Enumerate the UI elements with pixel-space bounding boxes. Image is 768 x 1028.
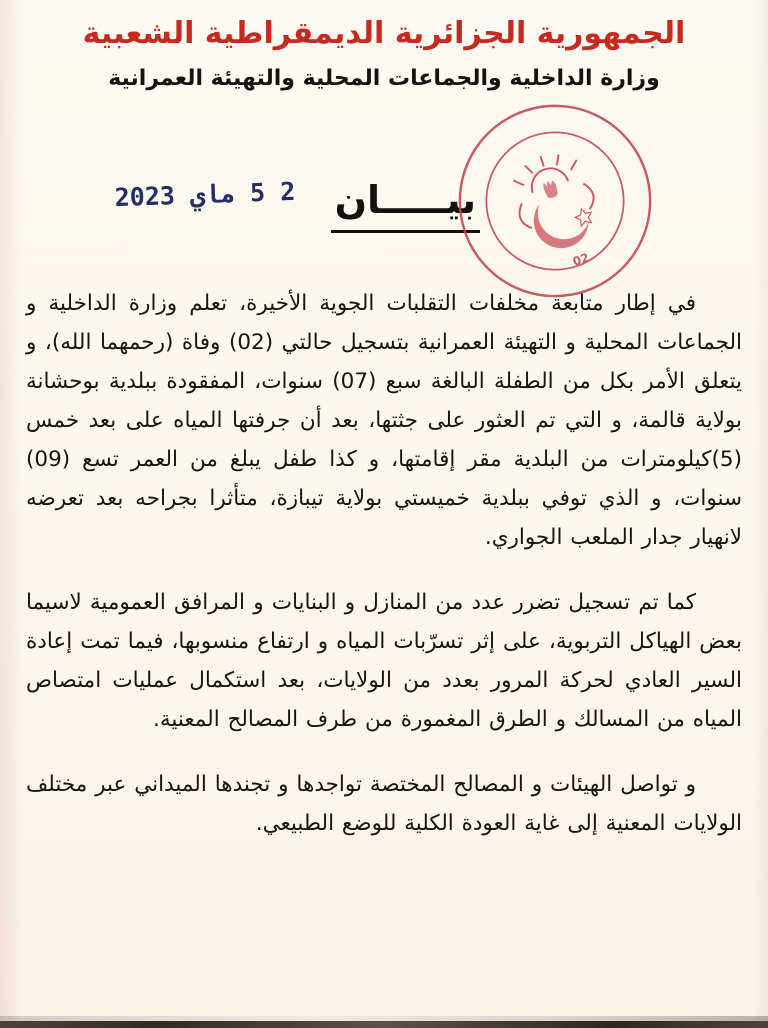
stamp-star-icon [573, 206, 594, 227]
press-release-paragraph: في إطار متابعة مخلفات التقلبات الجوية الأخيرة، تعلم وزارة الداخلية و الجماعات المحلية و التهيئة العمرانية بتسجيل حالتي (02) وفاة (رحمهما الله)، و يتعلق الأمر بكل من الطفلة البالغة سبع (07) سنوات، المفقودة ببلدية بوحشانة بولاية قالمة، و التي تم العثور على جثتها، بعد أن جرفتها المياه على بعد خمس (5)كيلومترات من البلدية مقر إقامتها، و كذا طفل يبلغ من العمر تسع (09) سنوات، و الذي توفي ببلدية خميستي بولاية تيبازة، متأثرا بجراحه بعد تعرضه لانهيار جدار الملعب الجواري. [26, 291, 742, 550]
stamp-number: 02 [570, 250, 591, 269]
date-stamp: 2 5 ماي 2023 [114, 176, 296, 213]
ministry-stamp-icon [448, 100, 662, 302]
republic-title: الجمهورية الجزائرية الديمقراطية الشعبية [82, 16, 686, 51]
stamp-inner-ring [469, 115, 642, 288]
stamp-hand-icon [542, 179, 559, 199]
ministry-title: وزارة الداخلية والجماعات المحلية والتهيئة العمرانية [108, 66, 660, 91]
press-release-paragraph: كما تم تسجيل تضرر عدد من المنازل و البنايات و المرافق العمومية لاسيما بعض الهياكل التربوية، على إثر تسرّبات المياه و ارتفاع منسوبها، فيما تمت إعادة السير العادي لحركة المرور بعدد من الولايات، بعد استكمال عمليات امتصاص المياه من المسالك و الطرق المغمورة من طرف المصالح المعنية. [26, 590, 742, 732]
stamp-sun-rays-icon [509, 146, 579, 188]
statement-body [26, 284, 742, 869]
stamp-outer-ring [448, 100, 662, 302]
statement-title-text: بيـــــان [331, 178, 480, 233]
scan-edge [0, 1021, 768, 1028]
press-release-paragraph: و تواصل الهيئات و المصالح المختصة تواجدها و تجندها الميداني عبر مختلف الولايات المعنية إلى غاية العودة الكلية للوضع الطبيعي. [26, 772, 742, 836]
